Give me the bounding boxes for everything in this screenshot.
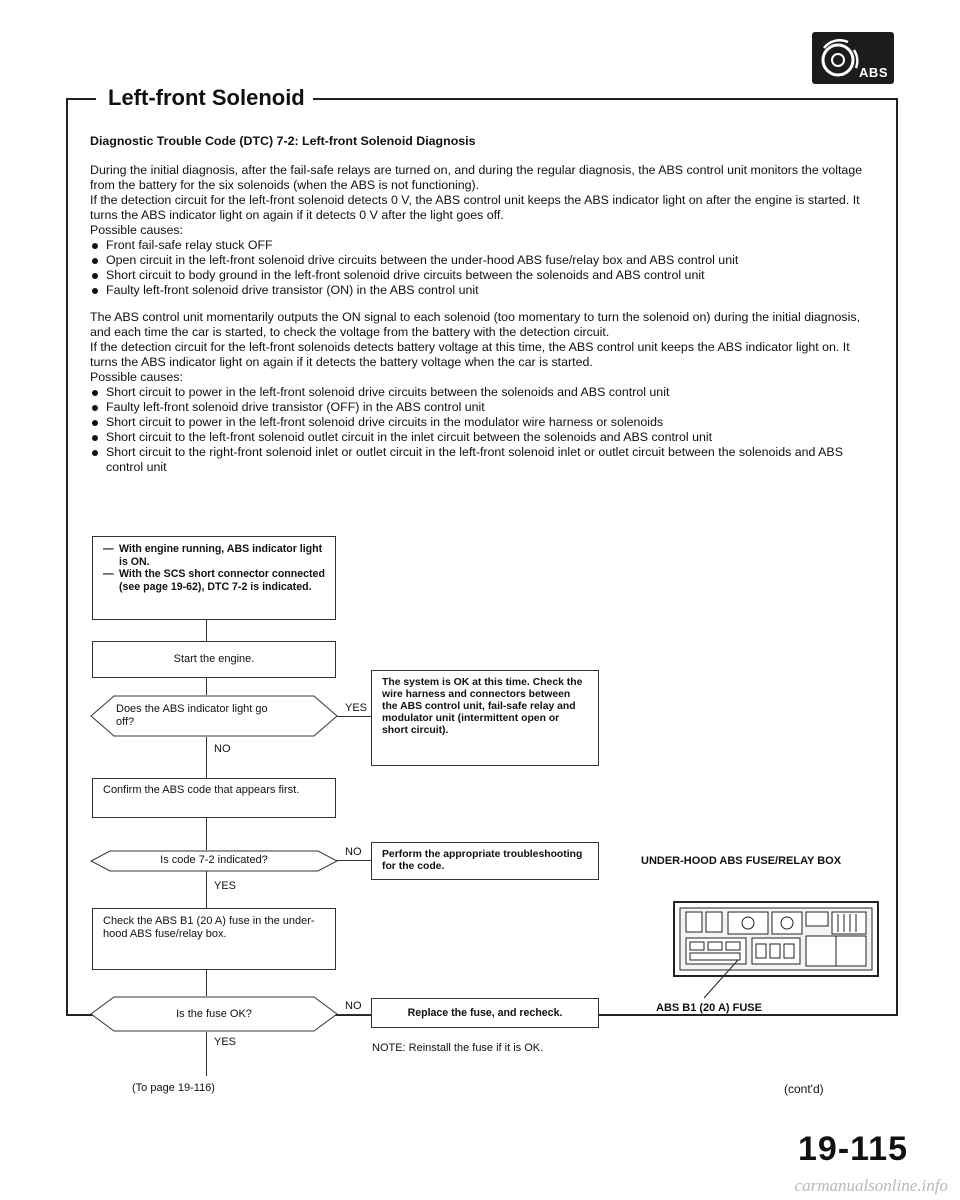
replace-fuse-box (371, 998, 599, 1028)
diagnosis-description (90, 134, 880, 475)
result-text: Perform the appropriate troubleshooting for the code. (382, 849, 583, 872)
paragraph: During the initial diagnosis, after the fail-safe relays are turned on, and during the regular diagnosis, the ABS control unit monitors the voltage from the battery for the six solenoids (when the ABS is not functioning). (90, 163, 863, 192)
no-label: NO (345, 1000, 362, 1012)
decision-text: Is code 7-2 indicated? (160, 854, 268, 866)
decision-text: Is the fuse OK? (176, 1008, 252, 1020)
start-conditions-box (92, 536, 336, 620)
cause-item: Faulty left-front solenoid drive transistor (ON) in the ABS control unit (90, 283, 880, 298)
result-text: Replace the fuse, and recheck. (407, 1006, 563, 1019)
flow-connector (335, 860, 371, 861)
flow-connector (335, 1014, 371, 1015)
regular-diagnosis-block (90, 163, 880, 298)
flow-connector (206, 970, 207, 996)
no-label: NO (345, 846, 362, 858)
initial-diagnosis-block (90, 310, 880, 475)
cause-item: Open circuit in the left-front solenoid drive circuits between the under-hood ABS fuse/relay box and ABS control unit (90, 253, 880, 268)
causes-label: Possible causes: (90, 370, 183, 384)
cause-item: Faulty left-front solenoid drive transistor (OFF) in the ABS control unit (90, 400, 880, 415)
system-ok-box (371, 670, 599, 766)
paragraph: The ABS control unit momentarily outputs the ON signal to each solenoid (too momentary to turn the solenoid on) during the initial diagnosis, and each time the car is started, to check the voltage from the battery with the detection circuit. (90, 310, 861, 339)
frame-top-rule-right (300, 98, 896, 100)
continued-label: (cont'd) (784, 1082, 824, 1096)
abs-badge-label: ABS (859, 65, 888, 80)
yes-label: YES (345, 702, 368, 714)
flow-connector (206, 818, 207, 850)
condition-item: — With the SCS short connector connected (see page 19-62), DTC 7-2 is indicated. (103, 568, 325, 593)
cause-item: Short circuit to the right-front solenoid inlet or outlet circuit in the left-front solenoid inlet or outlet circuit between the solenoids and ABS control unit (90, 445, 880, 475)
page-number: 19-115 (798, 1130, 908, 1168)
flow-connector (206, 678, 207, 695)
perform-troubleshooting-box (371, 842, 599, 880)
flow-connector (206, 1032, 207, 1076)
to-page-reference: (To page 19-116) (132, 1082, 215, 1094)
yes-label: YES (214, 1036, 237, 1048)
fuse-box-caption: UNDER-HOOD ABS FUSE/RELAY BOX (641, 855, 842, 867)
yes-label: YES (214, 880, 237, 892)
step-confirm-code (92, 778, 336, 818)
page-title: Left-front Solenoid (100, 84, 313, 112)
flow-connector (335, 716, 371, 717)
causes-label: Possible causes: (90, 223, 183, 237)
flow-connector (206, 737, 207, 778)
cause-item: Front fail-safe relay stuck OFF (90, 238, 880, 253)
cause-item: Short circuit to the left-front solenoid outlet circuit in the inlet circuit between the solenoids and ABS control unit (90, 430, 880, 445)
step-start-engine (92, 641, 336, 678)
brake-disc-icon (818, 38, 862, 78)
reinstall-note: NOTE: Reinstall the fuse if it is OK. (372, 1042, 544, 1054)
fuse-pointer-leader (700, 958, 740, 1000)
step-text: Start the engine. (173, 653, 255, 666)
step-text: Confirm the ABS code that appears first. (103, 784, 300, 796)
watermark: carmanualsonline.info (794, 1176, 948, 1195)
causes-list (90, 238, 880, 298)
causes-list (90, 385, 880, 475)
dtc-heading: Diagnostic Trouble Code (DTC) 7-2: Left-front Solenoid Diagnosis (90, 134, 476, 148)
start-conditions-list (103, 543, 325, 593)
step-check-fuse (92, 908, 336, 970)
cause-item: Short circuit to body ground in the left-front solenoid drive circuits between the solenoids and ABS control unit (90, 268, 880, 283)
no-label: NO (214, 743, 231, 755)
result-text: The system is OK at this time. Check the wire harness and connectors between the ABS control unit, fail-safe relay and modulator unit (intermittent open or short circuit). (382, 677, 583, 736)
cause-item: Short circuit to power in the left-front solenoid drive circuits in the modulator wire harness or solenoids (90, 415, 880, 430)
flow-connector (206, 620, 207, 641)
flow-connector (206, 870, 207, 908)
decision-text: Does the ABS indicator light go off? (116, 703, 268, 728)
condition-item: — With engine running, ABS indicator light is ON. (103, 543, 325, 568)
cause-item: Short circuit to power in the left-front solenoid drive circuits between the solenoids and ABS control unit (90, 385, 880, 400)
paragraph: If the detection circuit for the left-front solenoids detects battery voltage at this time, the ABS control unit keeps the ABS indicator light on. It turns the ABS indicator light on again if it detects the battery voltage when the car is started. (90, 340, 850, 369)
fuse-caption: ABS B1 (20 A) FUSE (656, 1002, 762, 1014)
paragraph: If the detection circuit for the left-front solenoid detects 0 V, the ABS control unit keeps the ABS indicator light on after the engine is started. It turns the ABS indicator light on again if it detects 0 V after the light goes off. (90, 193, 860, 222)
step-text: Check the ABS B1 (20 A) fuse in the under-hood ABS fuse/relay box. (103, 915, 315, 940)
frame-top-rule-left (66, 98, 96, 100)
abs-section-badge (812, 32, 894, 84)
